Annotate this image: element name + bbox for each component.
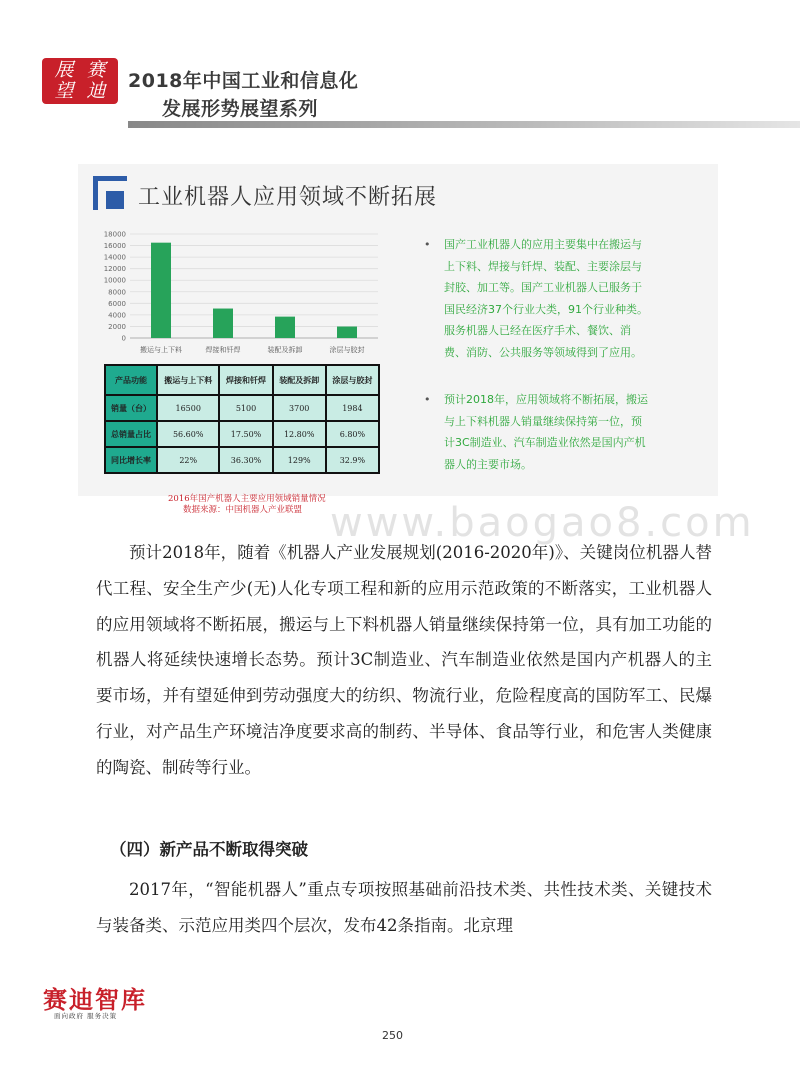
table-cell: 22% xyxy=(157,447,219,473)
table-cell: 129% xyxy=(273,447,326,473)
table-cell: 同比增长率 xyxy=(105,447,157,473)
table-cell: 3700 xyxy=(273,395,326,421)
subheading: （四）新产品不断取得突破 xyxy=(110,840,308,859)
seal-char: 赛 xyxy=(86,59,106,81)
y-tick-label: 10000 xyxy=(103,276,126,285)
bullet-item xyxy=(424,234,674,363)
table-cell: 32.9% xyxy=(326,447,379,473)
chart-caption: 2016年国产机器人主要应用领域销量情况 xyxy=(168,494,326,504)
bullet-text: 国产工业机器人的应用主要集中在搬运与 上下料、焊接与钎焊、装配、主要涂层与 封胶、加工等。国产工业机器人已服务于 国民经济37个行业大类，91个行业种类。 服务机器人已经在医疗手术、餐饮、消 费、消防、公共服务等领域得到了应用。 xyxy=(444,238,648,359)
table-row xyxy=(105,447,379,473)
bar xyxy=(151,243,171,338)
table-header-cell: 搬运与上下料 xyxy=(157,365,219,395)
table-header-row xyxy=(105,365,379,395)
seal-char: 迪 xyxy=(86,80,106,102)
y-tick-label: 4000 xyxy=(108,311,126,320)
table-header-cell: 涂层与胶封 xyxy=(326,365,379,395)
table-row xyxy=(105,395,379,421)
body-paragraph: 2017年，“智能机器人”重点专项按照基础前沿技术类、共性技术类、关键技术与装备类、示范应用类四个层次，发布42条指南。北京理 xyxy=(96,880,712,935)
bullet-dot: • xyxy=(424,393,431,406)
x-category-label: 焊接和钎焊 xyxy=(205,346,241,354)
bar xyxy=(337,327,357,338)
y-tick-label: 14000 xyxy=(103,253,126,262)
bullet-item xyxy=(424,389,674,475)
table-cell: 17.50% xyxy=(219,421,272,447)
table-row xyxy=(105,421,379,447)
y-tick-label: 18000 xyxy=(103,230,126,239)
body-paragraph: 预计2018年，随着《机器人产业发展规划(2016-2020年)》、关键岗位机器人替代工程、安全生产少(无)人化专项工程和新的应用示范政策的不断落实，工业机器人的应用领域将不断拓展，搬运与上下料机器人销量继续保持第一位，具有加工功能的机器人将延续快速增长态势。预计3C制造业、汽车制造业依然是国内产机器人的主要市场，并有望延伸到劳动强度大的纺织、物流行业，危险程度高的国防军工、民爆行业，对产品生产环境洁净度要求高的制药、半导体、食品等行业，和危害人类健康的陶瓷、制砖等行业。 xyxy=(96,543,712,777)
footer-logo: 赛迪智库 xyxy=(43,986,147,1014)
y-tick-label: 8000 xyxy=(108,288,126,297)
y-tick-label: 0 xyxy=(121,334,126,343)
bar xyxy=(275,317,295,338)
bullet-text: 预计2018年，应用领域将不断拓展，搬运 与上下料机器人销量继续保持第一位，预 计3C制造业、汽车制造业依然是国内产机 器人的主要市场。 xyxy=(444,393,648,471)
header-divider xyxy=(128,121,800,128)
bar xyxy=(213,309,233,338)
bullet-dot: • xyxy=(424,238,431,251)
seal-char: 展 xyxy=(54,59,74,81)
seal-char: 望 xyxy=(54,80,74,102)
x-category-label: 涂层与胶封 xyxy=(329,346,365,354)
page-number: 250 xyxy=(382,1029,403,1042)
data-source: 数据来源：中国机器人产业联盟 xyxy=(183,505,303,515)
y-tick-label: 16000 xyxy=(103,242,126,251)
section-title: 工业机器人应用领域不断拓展 xyxy=(138,185,438,210)
table-cell: 56.60% xyxy=(157,421,219,447)
section-square-icon xyxy=(106,191,124,209)
bar-chart xyxy=(96,226,386,362)
x-category-label: 装配及拆卸 xyxy=(267,346,303,354)
logo-seal xyxy=(42,58,118,104)
table-header-cell: 产品功能 xyxy=(105,365,157,395)
watermark: www.baogao8.com xyxy=(330,500,755,546)
x-category-label: 搬运与上下料 xyxy=(140,346,182,354)
table-cell: 5100 xyxy=(219,395,272,421)
table-cell: 36.30% xyxy=(219,447,272,473)
footer-slogan: 面向政府 服务决策 xyxy=(54,1012,118,1020)
table-cell: 12.80% xyxy=(273,421,326,447)
y-tick-label: 12000 xyxy=(103,265,126,274)
table-cell: 总销量占比 xyxy=(105,421,157,447)
table-cell: 16500 xyxy=(157,395,219,421)
table-cell: 1984 xyxy=(326,395,379,421)
sales-table xyxy=(104,364,380,474)
table-cell: 销量（台） xyxy=(105,395,157,421)
header-title-line1: 2018年中国工业和信息化 xyxy=(128,70,359,92)
y-tick-label: 2000 xyxy=(108,322,126,331)
y-tick-label: 6000 xyxy=(108,299,126,308)
table-cell: 6.80% xyxy=(326,421,379,447)
table-header-cell: 装配及拆卸 xyxy=(273,365,326,395)
header-title-line2: 发展形势展望系列 xyxy=(162,98,319,120)
table-header-cell: 焊接和钎焊 xyxy=(219,365,272,395)
